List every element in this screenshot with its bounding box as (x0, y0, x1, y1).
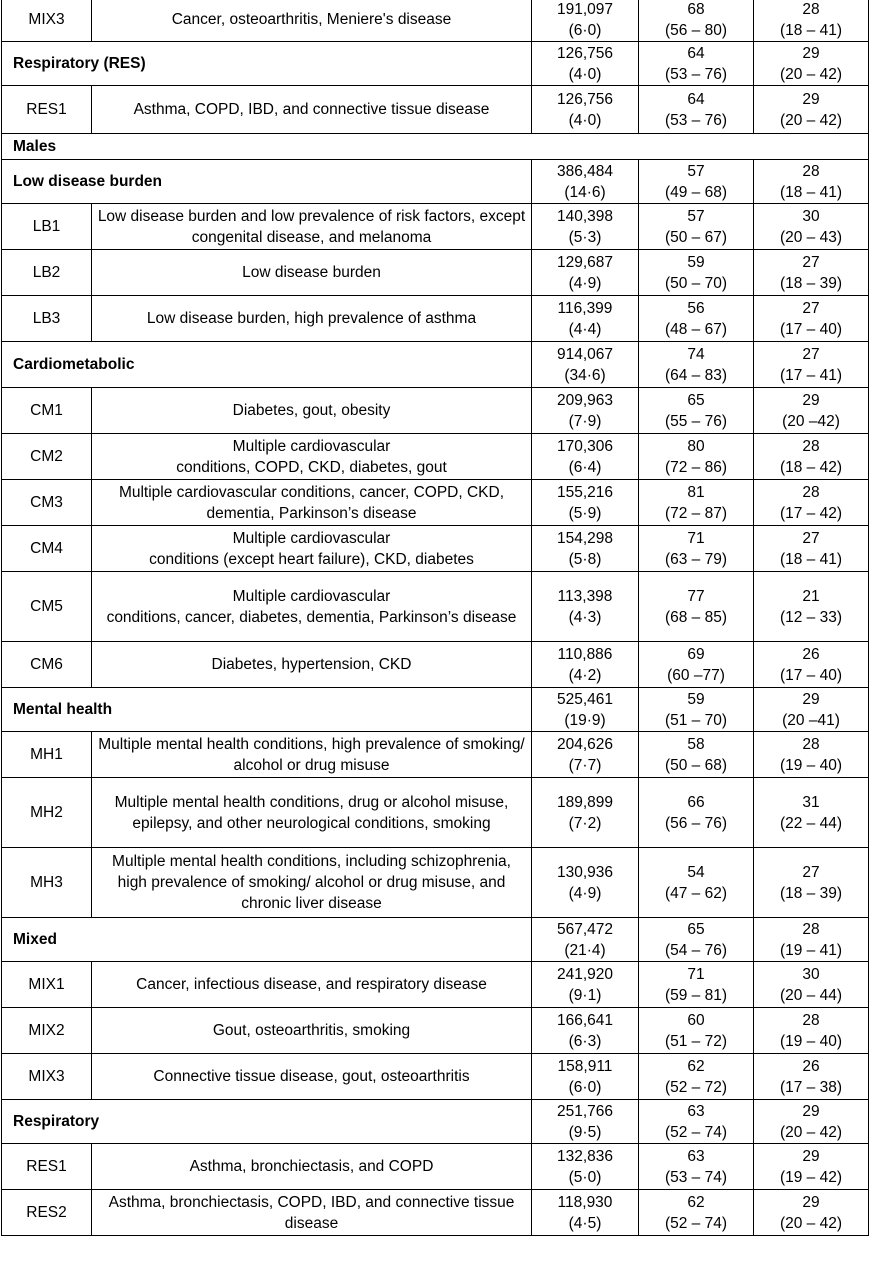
age-cell: 65 (55 – 76) (639, 388, 754, 434)
cluster-code: MH2 (2, 778, 92, 848)
age-cell: 80 (72 – 86) (639, 434, 754, 480)
count-cell: 158,911 (6·0) (532, 1054, 639, 1100)
cluster-description: Low disease burden and low prevalence of risk factors, except congenital disease, and melanoma (92, 204, 532, 250)
cluster-description: Asthma, bronchiectasis, COPD, IBD, and connective tissue disease (92, 1190, 532, 1236)
cluster-code: LB2 (2, 250, 92, 296)
cluster-description: Multiple mental health conditions, high prevalence of smoking/ alcohol or drug misuse (92, 732, 532, 778)
age-cell: 77 (68 – 85) (639, 572, 754, 642)
cluster-code: RES2 (2, 1190, 92, 1236)
value-cell: 28 (19 – 40) (754, 732, 869, 778)
cluster-description: Diabetes, gout, obesity (92, 388, 532, 434)
count-cell: 129,687 (4·9) (532, 250, 639, 296)
age-cell: 59 (50 – 70) (639, 250, 754, 296)
age-cell: 69 (60 –77) (639, 642, 754, 688)
value-cell: 27 (18 – 39) (754, 250, 869, 296)
value-cell: 27 (18 – 41) (754, 526, 869, 572)
group-label: Cardiometabolic (2, 342, 532, 388)
age-cell: 66 (56 – 76) (639, 778, 754, 848)
cluster-code: MIX2 (2, 1008, 92, 1054)
table-row (2, 526, 869, 572)
value-cell: 29 (20 – 42) (754, 42, 869, 86)
age-cell: 63 (53 – 74) (639, 1144, 754, 1190)
cluster-code: CM6 (2, 642, 92, 688)
count-cell: 118,930 (4·5) (532, 1190, 639, 1236)
value-cell: 30 (20 – 43) (754, 204, 869, 250)
age-cell: 60 (51 – 72) (639, 1008, 754, 1054)
count-cell: 126,756 (4·0) (532, 42, 639, 86)
group-row (2, 42, 869, 86)
value-cell: 28 (18 – 41) (754, 160, 869, 204)
table-row (2, 1144, 869, 1190)
count-cell: 166,641 (6·3) (532, 1008, 639, 1054)
cluster-description: Multiple cardiovascular conditions, cancer, diabetes, dementia, Parkinson’s disease (92, 572, 532, 642)
age-cell: 57 (49 – 68) (639, 160, 754, 204)
group-row (2, 342, 869, 388)
age-cell: 64 (53 – 76) (639, 86, 754, 134)
age-cell: 71 (59 – 81) (639, 962, 754, 1008)
group-row (2, 688, 869, 732)
value-cell: 29 (19 – 42) (754, 1144, 869, 1190)
value-cell: 27 (17 – 40) (754, 296, 869, 342)
group-row (2, 160, 869, 204)
age-cell: 58 (50 – 68) (639, 732, 754, 778)
table-row (2, 1008, 869, 1054)
count-cell: 191,097 (6·0) (532, 0, 639, 42)
cluster-code: RES1 (2, 1144, 92, 1190)
count-cell: 113,398 (4·3) (532, 572, 639, 642)
table-row (2, 86, 869, 134)
cluster-description: Asthma, COPD, IBD, and connective tissue disease (92, 86, 532, 134)
cluster-table (1, 0, 869, 1236)
count-cell: 204,626 (7·7) (532, 732, 639, 778)
cluster-description: Multiple mental health conditions, including schizophrenia, high prevalence of smoking/ alcohol or drug misuse, and chronic liver disease (92, 848, 532, 918)
group-row (2, 1100, 869, 1144)
group-label: Low disease burden (2, 160, 532, 204)
count-cell: 116,399 (4·4) (532, 296, 639, 342)
table-row (2, 848, 869, 918)
count-cell: 170,306 (6·4) (532, 434, 639, 480)
value-cell: 28 (19 – 41) (754, 918, 869, 962)
table-row (2, 434, 869, 480)
count-cell: 155,216 (5·9) (532, 480, 639, 526)
cluster-description: Multiple cardiovascular conditions (except heart failure), CKD, diabetes (92, 526, 532, 572)
table-row (2, 388, 869, 434)
cluster-code: CM1 (2, 388, 92, 434)
cluster-description: Low disease burden (92, 250, 532, 296)
cluster-description: Diabetes, hypertension, CKD (92, 642, 532, 688)
value-cell: 29 (20 –42) (754, 388, 869, 434)
cluster-description: Multiple cardiovascular conditions, COPD, CKD, diabetes, gout (92, 434, 532, 480)
age-cell: 68 (56 – 80) (639, 0, 754, 42)
group-label: Mixed (2, 918, 532, 962)
table-row (2, 732, 869, 778)
cluster-code: MIX3 (2, 1054, 92, 1100)
value-cell: 28 (18 – 42) (754, 434, 869, 480)
cluster-code: MIX3 (2, 0, 92, 42)
value-cell: 30 (20 – 44) (754, 962, 869, 1008)
group-label: Mental health (2, 688, 532, 732)
age-cell: 57 (50 – 67) (639, 204, 754, 250)
count-cell: 189,899 (7·2) (532, 778, 639, 848)
count-cell: 525,461 (19·9) (532, 688, 639, 732)
table-row (2, 778, 869, 848)
table-row (2, 1054, 869, 1100)
value-cell: 21 (12 – 33) (754, 572, 869, 642)
table-row (2, 962, 869, 1008)
cluster-description: Connective tissue disease, gout, osteoarthritis (92, 1054, 532, 1100)
count-cell: 132,836 (5·0) (532, 1144, 639, 1190)
age-cell: 62 (52 – 74) (639, 1190, 754, 1236)
age-cell: 64 (53 – 76) (639, 42, 754, 86)
value-cell: 28 (17 – 42) (754, 480, 869, 526)
table-row (2, 480, 869, 526)
section-row (2, 134, 869, 160)
count-cell: 140,398 (5·3) (532, 204, 639, 250)
cluster-code: MIX1 (2, 962, 92, 1008)
value-cell: 29 (20 – 42) (754, 1100, 869, 1144)
age-cell: 56 (48 – 67) (639, 296, 754, 342)
count-cell: 251,766 (9·5) (532, 1100, 639, 1144)
section-label: Males (2, 134, 869, 160)
value-cell: 26 (17 – 38) (754, 1054, 869, 1100)
cluster-description: Cancer, osteoarthritis, Meniere's disease (92, 0, 532, 42)
cluster-code: CM3 (2, 480, 92, 526)
value-cell: 27 (18 – 39) (754, 848, 869, 918)
value-cell: 27 (17 – 41) (754, 342, 869, 388)
age-cell: 63 (52 – 74) (639, 1100, 754, 1144)
cluster-code: CM4 (2, 526, 92, 572)
count-cell: 154,298 (5·8) (532, 526, 639, 572)
age-cell: 71 (63 – 79) (639, 526, 754, 572)
value-cell: 29 (20 – 42) (754, 86, 869, 134)
cluster-description: Multiple mental health conditions, drug or alcohol misuse, epilepsy, and other neurological conditions, smoking (92, 778, 532, 848)
cluster-code: RES1 (2, 86, 92, 134)
value-cell: 29 (20 –41) (754, 688, 869, 732)
cluster-description: Multiple cardiovascular conditions, cancer, COPD, CKD, dementia, Parkinson’s disease (92, 480, 532, 526)
table-row (2, 0, 869, 42)
table-row (2, 296, 869, 342)
table-row (2, 204, 869, 250)
group-label: Respiratory (RES) (2, 42, 532, 86)
count-cell: 914,067 (34·6) (532, 342, 639, 388)
table-row (2, 642, 869, 688)
count-cell: 126,756 (4·0) (532, 86, 639, 134)
cluster-description: Low disease burden, high prevalence of asthma (92, 296, 532, 342)
table-row (2, 1190, 869, 1236)
value-cell: 28 (18 – 41) (754, 0, 869, 42)
count-cell: 110,886 (4·2) (532, 642, 639, 688)
age-cell: 81 (72 – 87) (639, 480, 754, 526)
count-cell: 209,963 (7·9) (532, 388, 639, 434)
cluster-code: CM2 (2, 434, 92, 480)
count-cell: 130,936 (4·9) (532, 848, 639, 918)
value-cell: 28 (19 – 40) (754, 1008, 869, 1054)
value-cell: 26 (17 – 40) (754, 642, 869, 688)
cluster-code: LB1 (2, 204, 92, 250)
age-cell: 54 (47 – 62) (639, 848, 754, 918)
cluster-table-body (2, 0, 869, 1236)
age-cell: 65 (54 – 76) (639, 918, 754, 962)
cluster-code: MH1 (2, 732, 92, 778)
age-cell: 74 (64 – 83) (639, 342, 754, 388)
cluster-description: Asthma, bronchiectasis, and COPD (92, 1144, 532, 1190)
table-row (2, 250, 869, 296)
age-cell: 59 (51 – 70) (639, 688, 754, 732)
cluster-code: LB3 (2, 296, 92, 342)
cluster-description: Gout, osteoarthritis, smoking (92, 1008, 532, 1054)
cluster-description: Cancer, infectious disease, and respiratory disease (92, 962, 532, 1008)
group-row (2, 918, 869, 962)
table-row (2, 572, 869, 642)
group-label: Respiratory (2, 1100, 532, 1144)
value-cell: 29 (20 – 42) (754, 1190, 869, 1236)
count-cell: 241,920 (9·1) (532, 962, 639, 1008)
age-cell: 62 (52 – 72) (639, 1054, 754, 1100)
cluster-code: CM5 (2, 572, 92, 642)
value-cell: 31 (22 – 44) (754, 778, 869, 848)
count-cell: 567,472 (21·4) (532, 918, 639, 962)
cluster-code: MH3 (2, 848, 92, 918)
count-cell: 386,484 (14·6) (532, 160, 639, 204)
